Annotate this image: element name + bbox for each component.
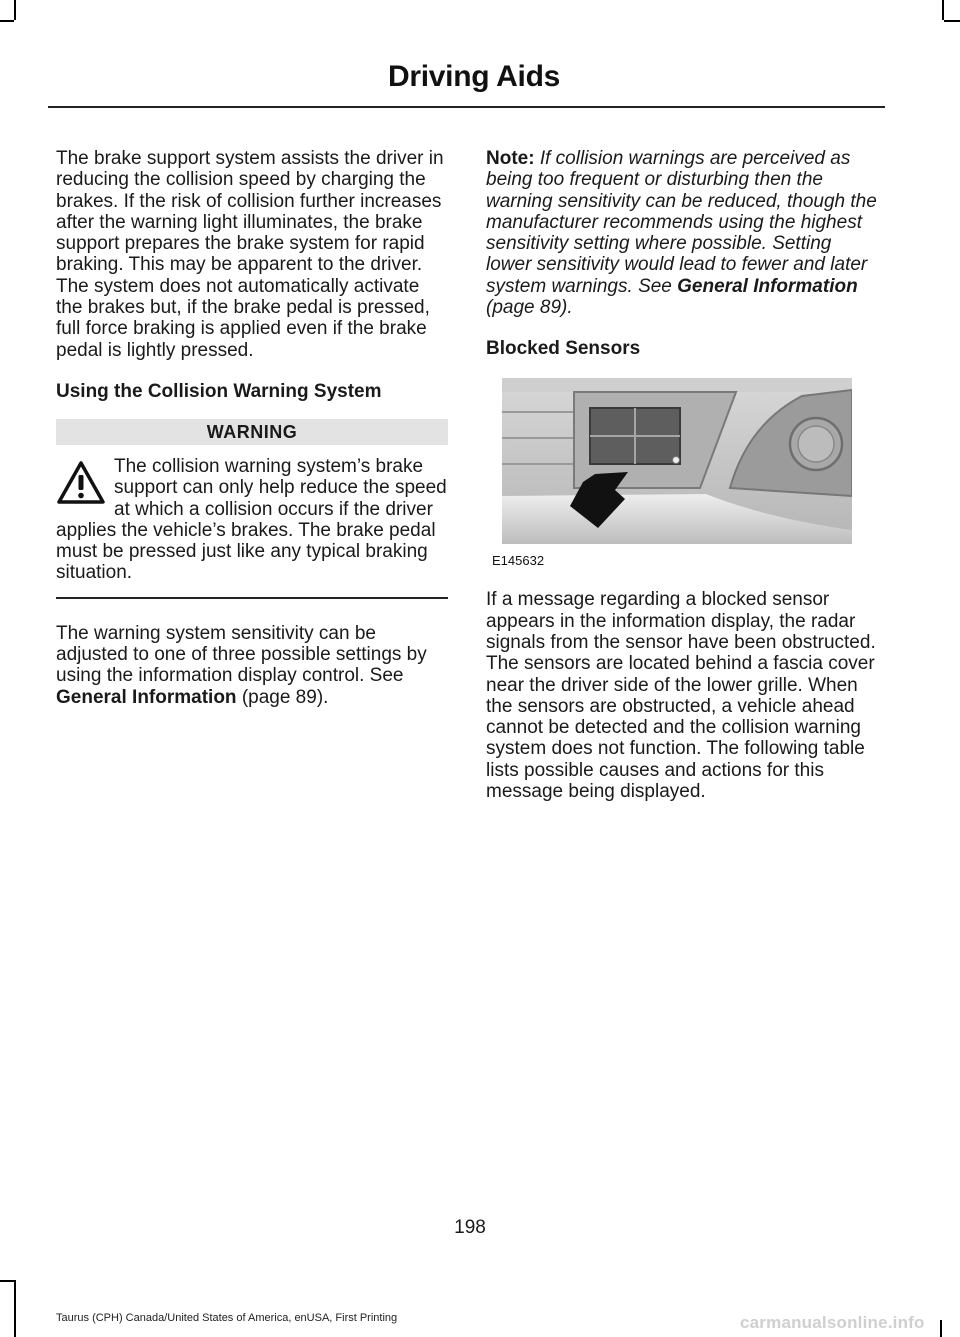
warning-block [56,456,448,599]
crop-mark [0,20,14,22]
warning-triangle-icon [56,460,106,506]
note-see-prefix: See [638,275,672,297]
page-number: 198 [454,1217,486,1238]
intro-paragraph: The brake support system assists the driver in reducing the collision speed by charging the brakes. If the risk of collision further increases after the warning light illuminates, the brake support prepares the brake system for rapid braking. This may be apparent to the driver. The system does not automatically activate the brakes but, if the brake pedal is pressed, full force braking is applied even if the brake pedal is lightly pressed. [56,148,444,361]
fascia-sensor-drawing [486,378,852,570]
crop-mark [0,1280,14,1282]
note-block [486,148,882,318]
blocked-sensor-paragraph: If a message regarding a blocked sensor appears in the information display, the radar signals from the sensor have been obstructed. The sensors are located behind a fascia cover near the driver side of the lower grille. When the sensors are obstructed, a vehicle ahead cannot be detected and the collision warning system does not function. The following table lists possible causes and actions for this message being displayed. [486,589,876,803]
figure-id: E145632 [492,553,545,569]
watermark: carmanualsonline.info [740,1313,925,1332]
crop-mark [942,0,944,20]
section-heading-blocked-sensors: Blocked Sensors [486,338,641,360]
crop-mark [940,1320,942,1337]
sensitivity-paragraph: The warning system sensitivity can be adjusted to one of three possible settings by using the information display control. [56,622,427,687]
warning-label: WARNING [56,419,448,445]
note-text: If collision warnings are perceived as being too frequent or disturbing then the warning sensitivity can be reduced, though the manufacturer recommends using the highest sensitivity setting where possible. Setting lower sensitivity would lead to fewer and later system warnings. [486,148,877,297]
warning-text: The collision warning system’s brake support can only help reduce the speed at which a collision occurs if the driver applies the vehicle’s brakes. The brake pedal must be pressed just like any typical braking situation. [56,455,447,584]
see-prefix: See [369,665,404,687]
note-label: Note: [486,148,535,169]
right-column [486,148,882,802]
blocked-sensor-illustration [486,378,852,570]
note-general-information-link[interactable]: General Information [677,275,858,297]
general-information-link[interactable]: General Information [56,686,237,708]
crop-mark [944,20,960,22]
crop-mark [14,0,16,20]
footer-text: Taurus (CPH) Canada/United States of America, enUSA, First Printing [56,1312,398,1324]
warning-divider [56,597,448,599]
crop-mark [14,1280,16,1337]
header-divider [48,106,885,108]
page-reference: (page 89). [241,686,329,708]
note-page-reference: (page 89). [486,297,573,319]
page-title: Driving Aids [388,60,560,93]
left-column [56,148,448,708]
section-heading-collision-warning: Using the Collision Warning System [56,380,382,402]
